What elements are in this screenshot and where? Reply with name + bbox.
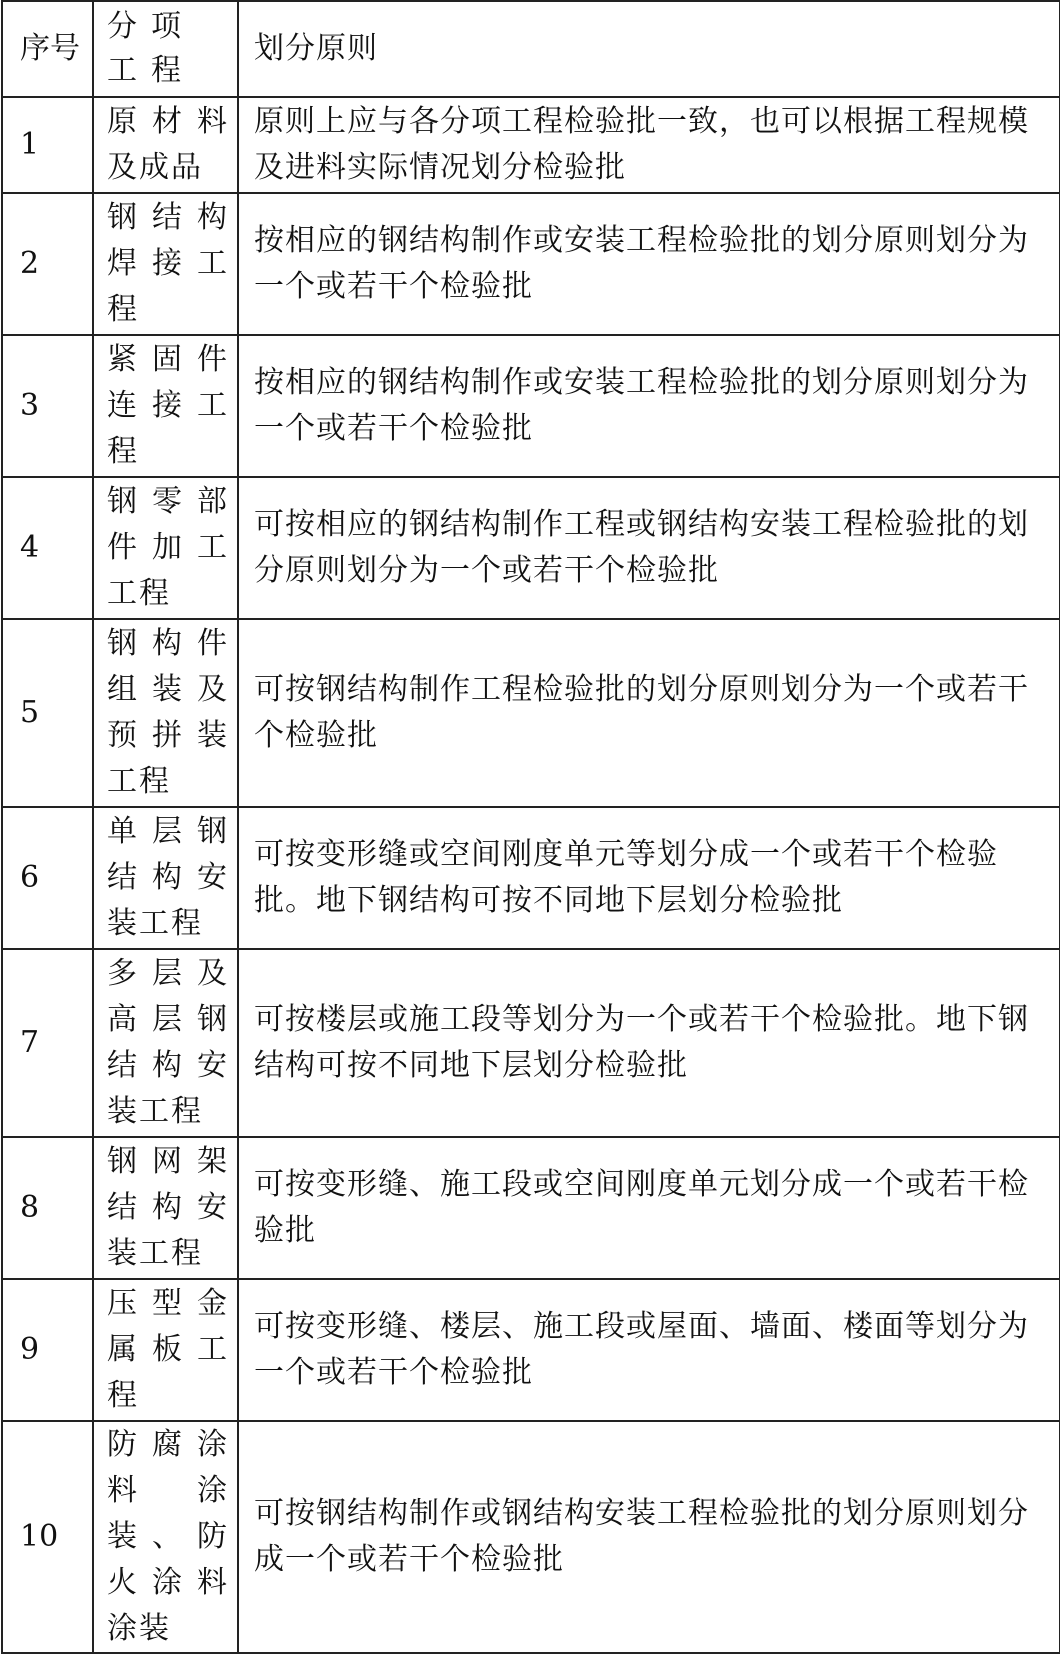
table-row (2, 807, 1060, 949)
row-seq: 3 (2, 335, 93, 477)
table-row (2, 97, 1060, 193)
row-seq: 7 (2, 949, 93, 1137)
row-rule: 可按变形缝或空间刚度单元等划分成一个或若干个检验批。地下钢结构可按不同地下层划分检验批 (238, 807, 1060, 949)
row-rule: 可按钢结构制作或钢结构安装工程检验批的划分原则划分成一个或若干个检验批 (238, 1421, 1060, 1653)
row-item: 钢结构焊接工程 (93, 193, 238, 335)
row-rule: 原则上应与各分项工程检验批一致，也可以根据工程规模及进料实际情况划分检验批 (238, 97, 1060, 193)
row-item: 紧固件连接工程 (93, 335, 238, 477)
row-seq: 1 (2, 97, 93, 193)
row-item: 单层钢结构安装工程 (93, 807, 238, 949)
row-seq: 10 (2, 1421, 93, 1653)
table-row (2, 477, 1060, 619)
row-rule: 可按变形缝、施工段或空间刚度单元划分成一个或若干检验批 (238, 1137, 1060, 1279)
table-row (2, 1279, 1060, 1421)
row-rule: 按相应的钢结构制作或安装工程检验批的划分原则划分为一个或若干个检验批 (238, 193, 1060, 335)
row-seq: 5 (2, 619, 93, 807)
table-row (2, 335, 1060, 477)
row-rule: 可按变形缝、楼层、施工段或屋面、墙面、楼面等划分为一个或若干个检验批 (238, 1279, 1060, 1421)
table-row (2, 1421, 1060, 1653)
row-rule: 可按楼层或施工段等划分为一个或若干个检验批。地下钢结构可按不同地下层划分检验批 (238, 949, 1060, 1137)
row-item: 钢网架结构安装工程 (93, 1137, 238, 1279)
table-header-row (2, 1, 1060, 97)
row-item: 钢构件组装及预拼装工程 (93, 619, 238, 807)
row-rule: 按相应的钢结构制作或安装工程检验批的划分原则划分为一个或若干个检验批 (238, 335, 1060, 477)
row-item: 钢零部件加工工程 (93, 477, 238, 619)
header-rule: 划分原则 (238, 1, 1060, 97)
row-seq: 4 (2, 477, 93, 619)
table-row (2, 193, 1060, 335)
row-seq: 6 (2, 807, 93, 949)
table-row (2, 949, 1060, 1137)
row-item: 防腐涂料涂装、防火涂料涂装 (93, 1421, 238, 1653)
row-item: 压型金属板工程 (93, 1279, 238, 1421)
header-seq: 序号 (2, 1, 93, 97)
inspection-batch-table (1, 0, 1060, 1654)
row-seq: 2 (2, 193, 93, 335)
row-item: 原材料及成品 (93, 97, 238, 193)
row-rule: 可按相应的钢结构制作工程或钢结构安装工程检验批的划分原则划分为一个或若干个检验批 (238, 477, 1060, 619)
row-rule: 可按钢结构制作工程检验批的划分原则划分为一个或若干个检验批 (238, 619, 1060, 807)
row-seq: 8 (2, 1137, 93, 1279)
header-item: 分项工程 (93, 1, 238, 97)
row-seq: 9 (2, 1279, 93, 1421)
table-row (2, 1137, 1060, 1279)
table-row (2, 619, 1060, 807)
row-item: 多层及高层钢结构安装工程 (93, 949, 238, 1137)
